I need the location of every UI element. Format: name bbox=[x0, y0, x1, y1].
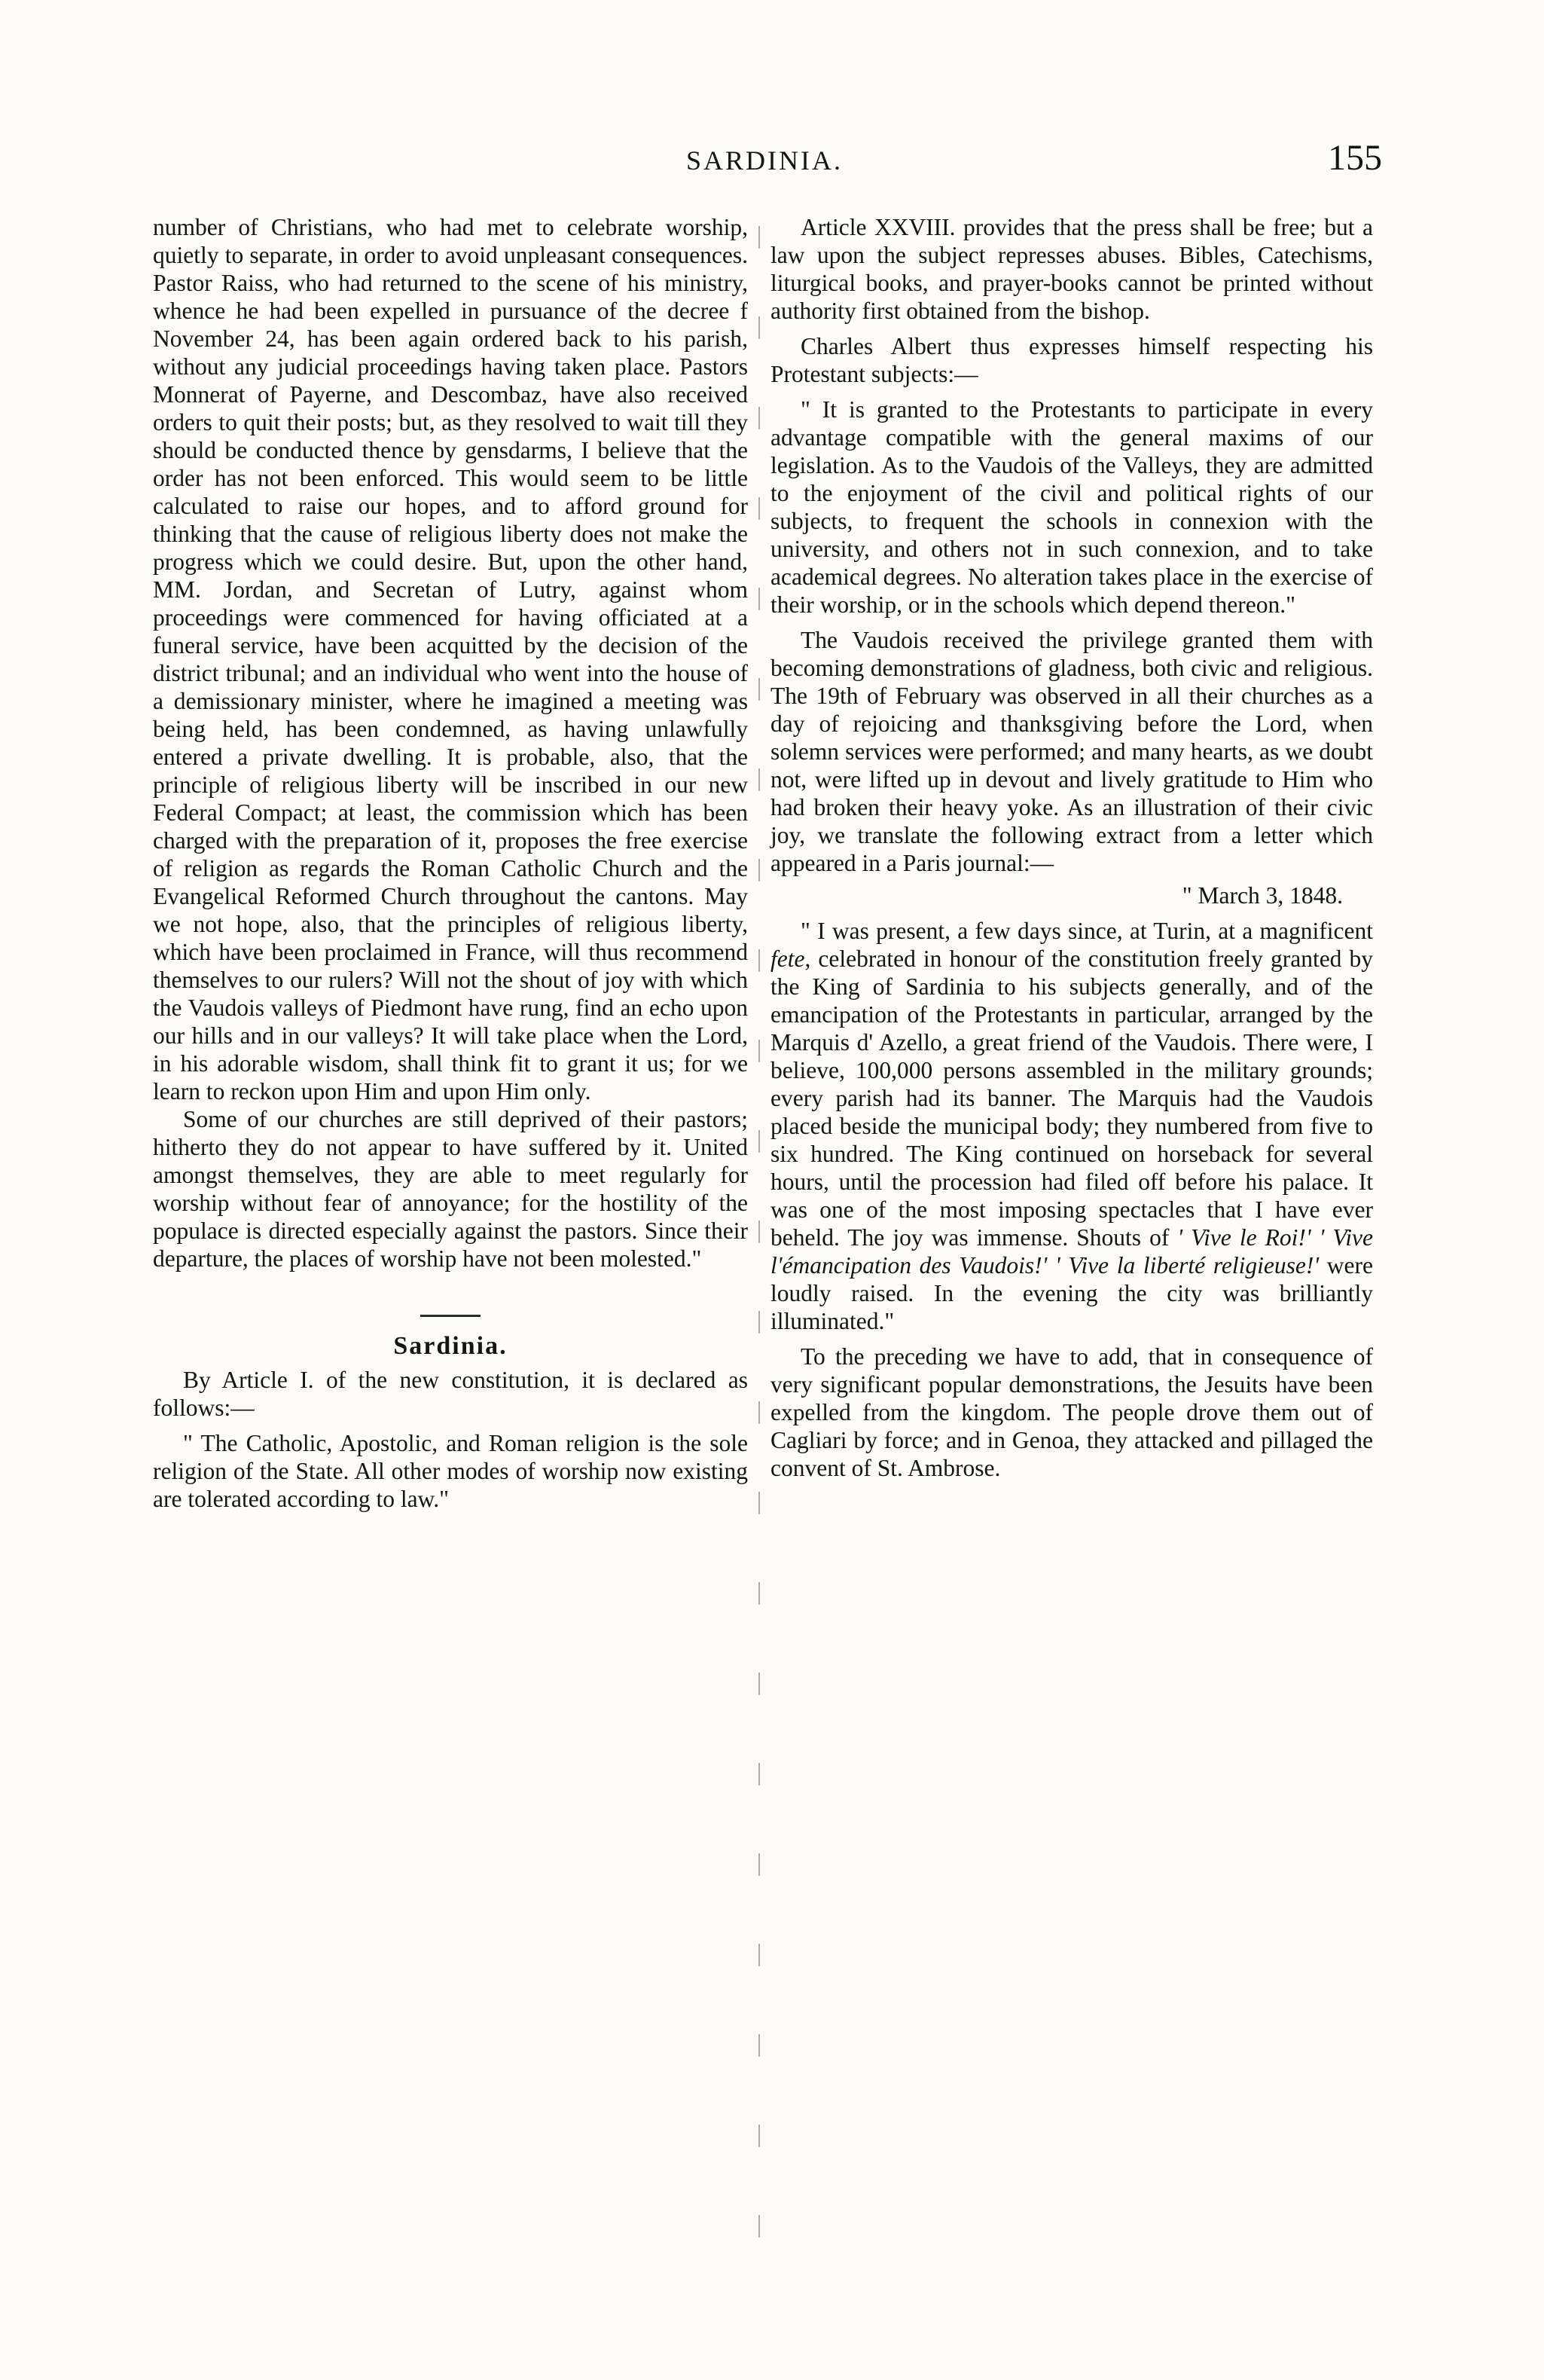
left-paragraph-4: " The Catholic, Apostolic, and Roman religion is the sole religion of the State. All other modes of worship now existing are tolerated according to law." bbox=[153, 1430, 748, 1512]
letter-text-part-1: " I was present, a few days since, at Turin, at a magnificent bbox=[801, 918, 1373, 944]
running-title: SARDINIA. bbox=[685, 145, 843, 176]
right-paragraph-3: " It is granted to the Protestants to participate in every advantage compatible with the general maxims of our legislation. As to the Vaudois of the Valleys, they are admitted to the enjoyment of the civil and political rights of our subjects, to frequent the schools in connexion with the university, and others not in such connexion, and to take academical degrees. No alteration takes place in the exercise of their worship, or in the schools which depend thereon." bbox=[770, 396, 1373, 618]
right-column bbox=[770, 213, 1373, 1482]
right-paragraph-1: Article XXVIII. provides that the press shall be free; but a law upon the subject represses abuses. Bibles, Catechisms, liturgical books, and prayer-books cannot be printed without authority first obtained from the bishop. bbox=[770, 214, 1373, 324]
right-paragraph-4: The Vaudois received the privilege granted them with becoming demonstrations of gladness, both civic and religious. The 19th of February was observed in all their churches as a day of rejoicing and thanksgiving before the Lord, when solemn services were performed; and many hearts, as we doubt not, were lifted up in devout and lively gratitude to Him who had broken their heavy yoke. As an illustration of their civic joy, we translate the following extract from a letter which appeared in a Paris journal:— bbox=[770, 627, 1373, 876]
shout-liberte: ' Vive la liberté religieuse!' bbox=[1055, 1252, 1320, 1279]
column-divider bbox=[758, 226, 760, 2290]
shout-emancipation: ' Vive l'émancipation des Vaudois!' bbox=[770, 1224, 1374, 1279]
right-paragraph-5 bbox=[770, 917, 1373, 1335]
right-paragraph-6: To the preceding we have to add, that in consequence of very significant popular demonstrations, the Jesuits have been expelled from the kingdom. The people drove them out of Cagliari by force; and in Genoa, they attacked and pillaged the convent of St. Ambrose. bbox=[770, 1343, 1373, 1481]
letter-date: " March 3, 1848. bbox=[1182, 882, 1343, 909]
left-paragraph-1: number of Christians, who had met to celebrate worship, quietly to separate, in order to avoid unpleasant consequences. Pastor Raiss, who had returned to the scene of his ministry, whence he had been expelled in pursuance of the decree f November 24, has been again ordered back to his parish, without any judicial proceedings having taken place. Pastors Monnerat of Payerne, and Descombaz, have also received orders to quit their posts; but, as they resolved to wait till they should be conducted thence by gensdarms, I believe that the order has not been enforced. This would seem to be little calculated to raise our hopes, and to afford ground for thinking that the cause of religious liberty does not make the progress which we could desire. But, upon the other hand, MM. Jordan, and Secretan of Lutry, against whom proceedings were commenced for having officiated at a funeral service, have been acquitted by the decision of the district tribunal; and an individual who went into the house of a demissionary minister, where he imagined a meeting was being held, has been condemned, as having unlawfully entered a private dwelling. It is probable, also, that the principle of religious liberty will be inscribed in our new Federal Compact; at least, the commission which has been charged with the preparation of it, proposes the free exercise of religion as regards the Roman Catholic Church and the Evangelical Reformed Church throughout the cantons. May we not hope, also, that the principles of religious liberty, which have been proclaimed in France, will thus recommend themselves to our rulers? Will not the shout of joy with which the Vaudois valleys of Piedmont have rung, find an echo upon our hills and in our valleys? It will take place when the Lord, in his adorable wisdom, shall think fit to grant it us; for we learn to reckon upon Him and upon Him only. bbox=[153, 214, 748, 1104]
fete-word: fete bbox=[770, 946, 805, 972]
letter-text-part-3: were loudly raised. In the evening the city was brilliantly illuminated." bbox=[770, 1252, 1373, 1334]
page-number: 155 bbox=[1328, 138, 1382, 178]
letter-text-part-2: , celebrated in honour of the constitution freely granted by the King of Sardinia to his subjects generally, and of the emancipation of the Protestants in particular, arranged by the Marquis d' Azello, a great friend of the Vaudois. There were, I believe, 100,000 persons assembled in the military grounds; every parish had its banner. The Marquis had the Vaudois placed beside the municipal body; they numbered from five to six hundred. The King continued on horseback for several hours, until the procession had filed off before his palace. It was one of the most imposing spectacles that I have ever beheld. The joy was immense. Shouts of bbox=[770, 946, 1373, 1251]
left-paragraph-2: Some of our churches are still deprived of their pastors; hitherto they do not appear to have suffered by it. United amongst themselves, they are able to meet regularly for worship without fear of annoyance; for the hostility of the populace is directed especially against the pastors. Since their departure, the places of worship have not been molested." bbox=[153, 1106, 748, 1272]
right-paragraph-2: Charles Albert thus expresses himself respecting his Protestant subjects:— bbox=[770, 333, 1373, 387]
running-header bbox=[147, 137, 1382, 190]
left-column bbox=[153, 213, 748, 1513]
section-divider-rule bbox=[420, 1315, 481, 1317]
left-paragraph-3: By Article I. of the new constitution, it is declared as follows:— bbox=[153, 1367, 748, 1421]
section-heading: Sardinia. bbox=[393, 1332, 508, 1360]
shout-vive-le-roi: ' Vive le Roi!' bbox=[1177, 1224, 1311, 1251]
